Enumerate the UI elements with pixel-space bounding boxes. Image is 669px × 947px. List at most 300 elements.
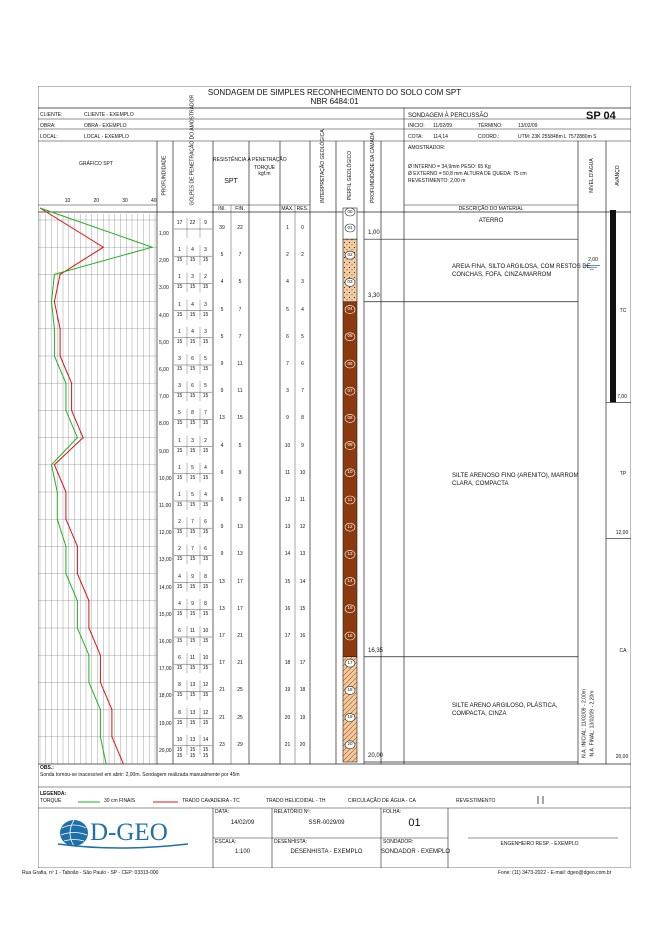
depth-label: 11,00	[159, 503, 172, 509]
axis-tick-10: 10	[64, 198, 71, 204]
spt-point	[54, 355, 55, 356]
layer-description: ATERRO	[478, 217, 504, 224]
torque-res-value: 11	[299, 497, 306, 503]
spt-ini-value: 6	[220, 469, 224, 476]
torque-max-value: 11	[284, 469, 291, 476]
spt-point	[60, 328, 61, 329]
cota-value: 114,14	[433, 134, 448, 140]
sample-number: 06	[347, 360, 353, 366]
torque-res-value: 5	[301, 333, 304, 340]
golpes-cm: 15	[202, 753, 209, 759]
spt-point	[152, 247, 153, 248]
golpes-count: 1	[178, 437, 181, 444]
spt-ini-value: 6	[220, 497, 224, 503]
layer-description: AREIA FINA, SILTO ARGILOSA, COM RESTOS DE	[452, 264, 591, 271]
golpes-cm: 15	[189, 529, 196, 536]
local-value: LOCAL - EXEMPLO	[84, 134, 129, 140]
depth-label: 13,00	[159, 557, 172, 564]
spt-ini-value: 21	[219, 714, 225, 721]
resistencia-header: RESISTÊNCIA À PENETRAÇÃO	[213, 157, 287, 163]
golpes-count: 17	[176, 220, 183, 226]
avanco-label: TC	[619, 308, 627, 315]
spt-point	[77, 437, 78, 438]
spt-point	[54, 274, 55, 275]
torque-res-value: 10	[299, 469, 306, 476]
golpes-count: 14	[202, 736, 209, 743]
golpes-count: 10	[176, 736, 183, 743]
golpes-cm: 15	[176, 393, 183, 400]
spt-point	[103, 247, 104, 248]
golpes-cm: 15	[176, 366, 183, 372]
golpes-cm: 15	[189, 583, 196, 590]
golpes-cm: 15	[176, 257, 183, 264]
sample-number: 03	[347, 278, 353, 284]
torque-res-value: 15	[299, 605, 306, 612]
golpes-count: 11	[189, 628, 196, 634]
golpes-cm: 15	[176, 474, 183, 481]
torque-max-value: 20	[284, 714, 291, 721]
sample-number: 11	[347, 496, 353, 502]
water-initial-note: N.A. INICIAL: 11/02/09 - 2,00m	[581, 689, 588, 758]
spt-ini-value: 21	[219, 687, 225, 694]
coord-label: COORD.:	[478, 134, 500, 140]
golpes-count: 6	[204, 546, 207, 553]
amostrador-l2: Ø EXTERNO = 50,8 mm ALTURA DE QUEDA: 75 cm	[408, 171, 527, 177]
torque-res-value: 3	[301, 279, 304, 286]
golpes-cm: 15	[189, 366, 196, 372]
data-label: DATA:	[215, 809, 229, 815]
golpes-cm: 15	[176, 753, 183, 759]
termino-label: TÉRMINO:	[478, 123, 503, 129]
spt-fin-value: 13	[237, 524, 243, 531]
golpes-count: 11	[189, 655, 196, 662]
golpes-count: 7	[191, 519, 194, 526]
sample-number: 15	[347, 605, 353, 611]
spt-point	[65, 410, 66, 411]
avanco-label: TP	[619, 471, 627, 478]
spt-fin-value: 5	[238, 442, 242, 449]
golpes-count: 5	[191, 464, 194, 471]
spt-ini-value: 17	[219, 633, 225, 639]
torque-max-value: 21	[284, 741, 291, 748]
legend-item: 30 cm FINAIS	[104, 798, 136, 804]
revestimento-bar	[610, 210, 616, 402]
golpes-count: 7	[191, 546, 194, 553]
torque-max-value: 16	[284, 605, 291, 612]
spt-point	[88, 600, 89, 601]
spt-point	[65, 546, 66, 547]
golpes-count: 9	[191, 600, 194, 607]
sample-number: 18	[347, 686, 353, 692]
golpes-cm: 15	[176, 284, 183, 291]
torque-max-value: 2	[286, 252, 289, 259]
spt-ini-value: 5	[220, 306, 224, 313]
spt-fin-value: 7	[238, 306, 242, 313]
legend-title: LEGENDA:	[40, 791, 67, 797]
torque-res-value: 18	[299, 687, 306, 694]
fin-header: FIN.	[235, 206, 245, 212]
golpes-cm: 15	[189, 311, 196, 318]
golpes-header: GOLPES DE PENETRAÇÃO DO AMOSTRADOR	[189, 94, 196, 206]
title-line-2: NBR 6484:01	[310, 97, 359, 106]
spt-point	[77, 573, 78, 574]
torque-res-value: 6	[301, 361, 304, 367]
avanco-depth: 20,00	[615, 754, 629, 760]
interpretacao-header: INTERPRETAÇÃO GEOLÓGICA	[319, 129, 326, 203]
legend-item: CIRCULAÇÃO DE ÁGUA - CA	[348, 798, 416, 804]
depth-label: 7,00	[159, 394, 169, 401]
max-header: MÁX.	[281, 206, 294, 212]
golpes-cm: 15	[176, 529, 183, 536]
torque-unit: kgf.m	[258, 171, 271, 177]
spt-fin-value: 7	[238, 252, 242, 259]
avanco-header: AVANÇO	[614, 165, 621, 186]
spt-fin-value: 13	[237, 551, 243, 558]
sample-number: 02	[347, 251, 353, 257]
torque-max-value: 12	[284, 497, 291, 503]
golpes-cm: 15	[176, 311, 183, 318]
golpes-cm: 15	[202, 529, 209, 536]
torque-res-value: 4	[301, 306, 304, 313]
torque-res-value: 20	[299, 741, 306, 748]
torque-max-value: 17	[284, 633, 291, 639]
spt-point	[88, 655, 89, 656]
footer-address: Rua Grafia, nº 1 - Taboão - São Paulo - SP - CEP: 03313-000	[22, 870, 159, 876]
method-label: SONDAGEM À PERCUSSÃO	[408, 113, 489, 119]
depth-label: 17,00	[159, 666, 172, 673]
golpes-count: 12	[202, 709, 209, 716]
sample-number: 17	[347, 659, 353, 665]
layer-depth-label: 16,35	[368, 647, 384, 654]
golpes-cm: 15	[176, 610, 183, 617]
prof-camada-header: PROFUNDIDADE DA CAMADA	[369, 132, 376, 203]
spt-point	[71, 383, 72, 384]
desenhista-value: DESENHISTA - EXEMPLO	[290, 849, 363, 855]
spt-point	[60, 355, 61, 356]
spt-point	[123, 763, 124, 764]
spt-ini-value: 4	[220, 442, 224, 449]
profundidade-header: PROFUNDIDADE	[161, 155, 168, 196]
spt-point	[65, 491, 66, 492]
spt-ini-value: 5	[220, 333, 224, 340]
torque-max-value: 4	[286, 279, 289, 286]
spt-fin-value: 29	[237, 741, 243, 748]
torque-max-value: 7	[286, 361, 289, 367]
boring-log-sheet	[22, 86, 631, 876]
sample-number: 04	[347, 306, 353, 312]
golpes-count: 5	[178, 410, 181, 417]
cota-label: COTA:	[408, 134, 423, 140]
depth-label: 10,00	[159, 475, 172, 482]
golpes-count: 1	[178, 492, 181, 498]
golpes-count: 3	[204, 328, 207, 335]
spt-point	[100, 709, 101, 710]
golpes-count: 13	[189, 709, 196, 716]
spt-fin-value: 11	[237, 361, 243, 367]
obs-text: Sonda tornou-se inacessível em abrir: 2,00m. Sondagem realizada manualmente por 45m	[40, 772, 240, 778]
torque-res-value: 9	[301, 442, 304, 449]
sondador-label: SONDADOR:	[383, 839, 414, 845]
coord-value: UTM: 23K 255848m L 7572880m S	[518, 134, 597, 140]
sample-number: 07	[347, 387, 353, 393]
folha-label: FOLHA:	[383, 809, 402, 815]
golpes-cm: 15	[176, 556, 183, 563]
golpes-count: 6	[191, 356, 194, 362]
torque-res-value: 0	[301, 225, 304, 231]
depth-label: 9,00	[159, 448, 169, 455]
spt-ini-value: 17	[219, 660, 225, 667]
golpes-count: 5	[204, 356, 207, 362]
spt-point	[54, 464, 55, 465]
spt-ini-value: 13	[219, 578, 225, 585]
spt-fin-value: 17	[237, 578, 243, 585]
golpes-cm: 15	[202, 284, 209, 291]
torque-max-value: 15	[284, 578, 291, 585]
golpes-count: 8	[178, 682, 181, 689]
spt-point	[57, 491, 58, 492]
dgeo-logo-text: D-GEO	[90, 819, 168, 846]
depth-label: 6,00	[159, 367, 169, 373]
golpes-count: 1	[178, 464, 181, 471]
golpes-cm: 15	[189, 393, 196, 400]
spt-fin-value: 25	[237, 714, 243, 721]
golpes-count: 3	[191, 274, 194, 281]
golpes-cm: 15	[189, 556, 196, 563]
golpes-cm: 15	[189, 257, 196, 264]
golpes-cm: 15	[202, 583, 209, 590]
spt-point	[77, 546, 78, 547]
golpes-count: 1	[178, 301, 181, 308]
cliente-value: CLIENTE - EXEMPLO	[84, 112, 134, 118]
depth-label: 1,00	[159, 231, 169, 237]
spt-fin-value: 21	[237, 633, 243, 639]
depth-label: 16,00	[159, 639, 172, 645]
spt-ini-value: 13	[219, 605, 225, 612]
avanco-depth: 12,00	[615, 530, 629, 537]
inicio-value: 11/02/09	[433, 123, 453, 129]
spt-point	[71, 410, 72, 411]
spt-fin-value: 15	[237, 415, 243, 422]
golpes-cm: 15	[202, 638, 209, 644]
spt-point	[57, 519, 58, 520]
golpes-count: 7	[204, 410, 207, 417]
golpes-count: 3	[204, 247, 207, 254]
spt-fin-value: 17	[237, 605, 243, 612]
golpes-cm: 15	[189, 420, 196, 427]
escala-label: ESCALA:	[215, 839, 237, 845]
golpes-cm: 15	[202, 257, 209, 264]
depth-label: 18,00	[159, 693, 172, 700]
golpes-cm: 15	[189, 638, 196, 644]
torque-max-value: 1	[286, 225, 289, 231]
golpes-count: 10	[202, 628, 209, 634]
spt-point	[65, 573, 66, 574]
golpes-cm: 15	[176, 338, 183, 345]
golpes-count: 6	[191, 383, 194, 390]
golpes-cm: 15	[189, 284, 196, 291]
legend-torque: TORQUE	[40, 798, 62, 804]
spt-ini-value: 9	[220, 388, 224, 395]
golpes-cm: 15	[202, 366, 209, 372]
golpes-cm: 15	[176, 447, 183, 454]
spt-point	[100, 682, 101, 683]
golpes-cm: 15	[202, 719, 209, 726]
golpes-cm: 15	[202, 393, 209, 400]
sample-number: 09	[347, 442, 353, 448]
footer-contact: Fone: (11) 3473-2022 - E-mail: dgeo@dgeo.com.br	[498, 870, 612, 876]
local-label: LOCAL:	[40, 134, 58, 140]
golpes-cm: 15	[189, 474, 196, 481]
golpes-count: 10	[202, 655, 209, 662]
torque-max-value: 13	[284, 524, 291, 531]
spt-ini-value: 4	[220, 279, 224, 286]
golpes-count: 3	[178, 356, 181, 362]
spt-fin-value: 5	[238, 279, 242, 286]
torque-max-value: 10	[284, 442, 291, 449]
golpes-cm: 15	[189, 610, 196, 617]
spt-point	[106, 763, 107, 764]
sample-number: 08	[347, 414, 353, 420]
amostrador-l1: Ø INTERNO = 34,9mm PESO: 65 Kg	[408, 164, 491, 170]
torque-header: TORQUE	[253, 165, 276, 171]
depth-label: 12,00	[159, 530, 172, 537]
sample-number: 14	[347, 578, 353, 584]
golpes-cm: 15	[202, 311, 209, 318]
engenheiro-label: ENGENHEIRO RESP. - EXEMPLO	[500, 841, 579, 847]
depth-label: 2,00	[159, 258, 169, 265]
folha-value: 01	[408, 817, 421, 829]
golpes-cm: 15	[202, 338, 209, 345]
golpes-count: 4	[178, 600, 181, 607]
golpes-count: 6	[178, 655, 181, 662]
spt-point	[100, 655, 101, 656]
golpes-count: 1	[178, 328, 181, 335]
layer-description: SILTE ARENO ARGILOSO, PLÁSTICA,	[452, 703, 558, 710]
golpes-count: 5	[191, 492, 194, 498]
spt-header: SPT	[224, 178, 238, 185]
golpes-count: 9	[204, 220, 207, 226]
spt-point	[88, 682, 89, 683]
torque-res-value: 19	[299, 714, 306, 721]
layer-depth-label: 1,00	[368, 230, 380, 237]
torque-max-value: 18	[284, 660, 291, 667]
golpes-count: 4	[191, 301, 194, 308]
depth-label: 20,00	[159, 747, 172, 754]
golpes-cm: 15	[176, 665, 183, 672]
layer-description: CONCHAS, FOFA, CINZA/MARROM	[452, 272, 552, 279]
descricao-header: DESCRIÇÃO DO MATERIAL	[458, 206, 524, 212]
spt-fin-value: 25	[237, 687, 243, 694]
golpes-cm: 15	[189, 665, 196, 672]
spt-point	[100, 736, 101, 737]
axis-tick-20: 20	[93, 198, 100, 204]
avanco-depth: 7,00	[617, 394, 627, 401]
layer-description: CLARA, COMPACTA	[452, 481, 509, 488]
spt-ini-value: 9	[220, 551, 224, 558]
golpes-count: 2	[178, 519, 181, 526]
spt-fin-value: 11	[237, 388, 243, 395]
spt-point	[88, 627, 89, 628]
avanco-label: CA	[619, 648, 627, 655]
relatorio-label: RELATÓRIO Nº:	[274, 809, 311, 815]
golpes-count: 3	[204, 301, 207, 308]
spt-fin-value: 9	[238, 469, 242, 476]
spt-point	[83, 437, 84, 438]
depth-label: 8,00	[159, 421, 169, 428]
spt-ini-value: 23	[219, 741, 225, 748]
golpes-cm: 15	[202, 692, 209, 699]
golpes-cm: 15	[202, 474, 209, 481]
depth-label: 14,00	[159, 584, 172, 591]
torque-max-value: 3	[286, 388, 289, 395]
golpes-cm: 15	[176, 692, 183, 699]
golpes-count: 12	[202, 682, 209, 689]
golpes-count: 3	[178, 383, 181, 390]
golpes-count: 4	[191, 247, 194, 254]
sample-number: 00	[347, 208, 353, 214]
golpes-cm: 15	[189, 502, 196, 508]
golpes-count: 6	[204, 519, 207, 526]
golpes-count: 4	[204, 464, 207, 471]
torque-res-value: 13	[299, 551, 306, 558]
golpes-cm: 15	[202, 665, 209, 672]
golpes-cm: 15	[189, 753, 196, 759]
data-value: 14/02/09	[230, 820, 255, 826]
torque-max-value: 5	[286, 306, 289, 313]
axis-tick-40: 40	[151, 198, 157, 204]
spt-point	[77, 627, 78, 628]
depth-label: 19,00	[159, 720, 172, 727]
sample-number: 13	[347, 550, 353, 556]
sample-number: 10	[347, 469, 353, 475]
golpes-count: 8	[178, 709, 181, 716]
obs-label: OBS.:	[40, 765, 54, 771]
spt-fin-value: 22	[237, 225, 243, 231]
spt-point	[54, 301, 55, 302]
title-line-1: SONDAGEM DE SIMPLES RECONHECIMENTO DO SOLO COM SPT	[207, 88, 462, 97]
golpes-cm: 15	[176, 746, 183, 753]
sample-number: 19	[347, 714, 353, 720]
obra-value: OBRA - EXEMPLO	[84, 123, 127, 129]
spt-ini-value: 9	[220, 524, 224, 531]
golpes-count: 2	[204, 437, 207, 444]
spt-point	[111, 736, 112, 737]
spt-fin-value: 9	[238, 497, 242, 503]
spt-point	[111, 709, 112, 710]
torque-res-value: 16	[299, 633, 306, 639]
golpes-count: 13	[189, 682, 196, 689]
golpes-cm: 15	[189, 338, 196, 345]
escala-value: 1:100	[234, 849, 250, 855]
spt-point	[51, 301, 52, 302]
spt-point	[65, 383, 66, 384]
res-header: RES.	[296, 206, 309, 212]
golpes-count: 13	[189, 736, 196, 743]
golpes-cm: 15	[176, 719, 183, 726]
golpes-cm: 15	[176, 638, 183, 644]
golpes-cm: 15	[202, 556, 209, 563]
sample-number: 20	[347, 741, 353, 747]
golpes-count: 3	[191, 437, 194, 444]
layer-description: SILTE ARENOSO FINO (ARENITO), MARROM	[452, 473, 579, 480]
grafico-header: GRÁFICO SPT	[79, 161, 113, 167]
amostrador-l3: REVESTIMENTO: 2,00 m	[408, 178, 466, 184]
spt-point	[77, 600, 78, 601]
obra-label: OBRA:	[40, 123, 56, 129]
torque-res-value: 7	[301, 388, 304, 395]
torque-res-value: 8	[301, 415, 304, 422]
spt-ini-value: 39	[219, 225, 225, 231]
